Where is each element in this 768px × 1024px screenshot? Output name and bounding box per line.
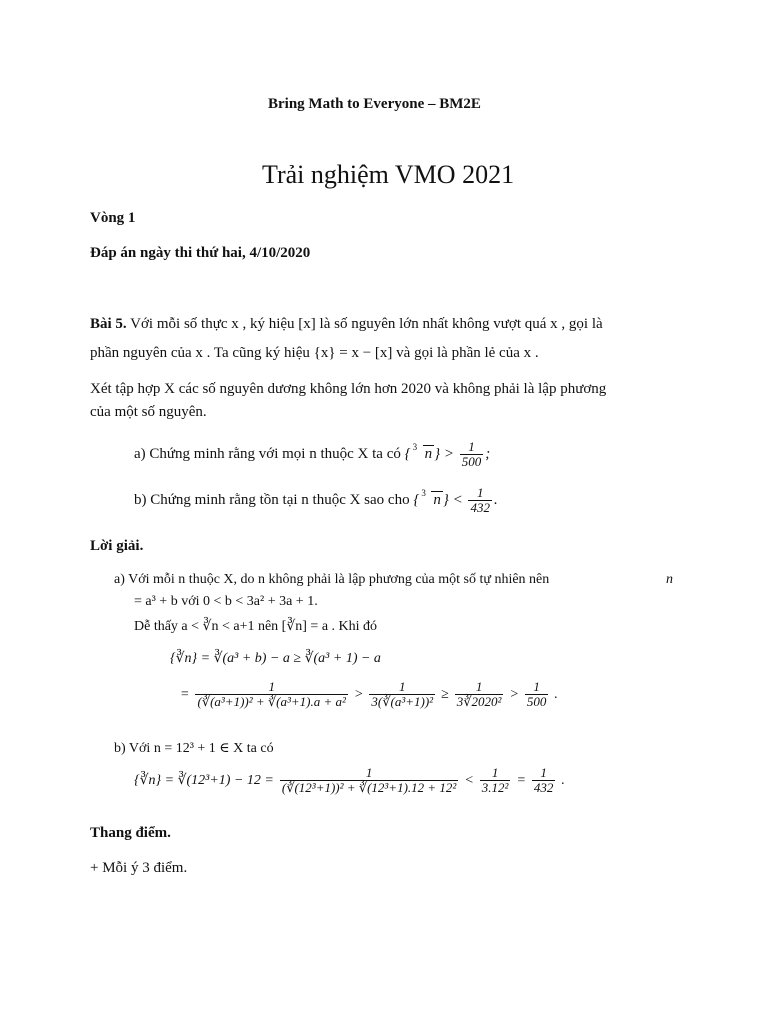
frac-den: (∛(12³+1))² + ∛(12³+1).12 + 12² (281, 780, 457, 795)
frac-num: 1 (398, 679, 406, 694)
frac-num: 1 (491, 765, 499, 780)
frac-num: 1 (540, 765, 547, 780)
problem-text-1: Với mỗi số thực x , ký hiệu [x] là số nguyên lớn nhất không vượt quá x , gọi là (130, 316, 603, 332)
frac-den: 500 (526, 694, 547, 709)
subtitle: Đáp án ngày thi thứ hai, 4/10/2020 (90, 245, 311, 261)
solution-b-line-2: {∛n} = ∛(12³+1) − 12 = $\frac{1}{\text{(∛(12³+1))² + ∛(12³+1).12 + 12²}}$ < $\frac{1}{\text{3.12²}}$ = $\frac{1}{432}$ . (134, 765, 565, 795)
solution-b-lhs: {∛n} = ∛(12³+1) − 12 = (134, 773, 274, 788)
frac-den: 3(∛(a³+1))² (371, 694, 434, 709)
round-label: Vòng 1 (90, 210, 136, 226)
solution-a-line-1-tail: n (666, 572, 673, 587)
frac-num: 1 (476, 485, 484, 500)
page-title: Trải nghiệm VMO 2021 (262, 160, 515, 189)
frac-num: 1 (365, 765, 373, 780)
frac-den: 500 (461, 454, 482, 469)
part-a-formula: { 3 n } > $\frac{1}{500}$ ; (404, 439, 491, 469)
problem-part-b (134, 486, 498, 515)
problem-part-a (134, 440, 490, 469)
solution-a-line-4: {∛n} = ∛(a³ + b) − a ≥ ∛(a³ + 1) − a (170, 651, 381, 666)
problem-label: Bài 5. (90, 316, 127, 332)
frac-den: 3∛2020² (456, 694, 502, 709)
problem-line-3: Xét tập hợp X các số nguyên dương không lớn hơn 2020 và không phải là lập phương (90, 381, 607, 397)
frac-den: 432 (470, 500, 490, 515)
frac-den: 3.12² (481, 780, 509, 795)
frac-num: 1 (533, 679, 540, 694)
problem-line-1 (90, 316, 603, 333)
grading-heading: Thang điểm. (90, 825, 171, 841)
part-b-text: b) Chứng minh rằng tồn tại n thuộc X sao cho (134, 491, 410, 508)
problem-line-4: của một số nguyên. (90, 404, 207, 420)
part-b-formula: { 3 n } < $\frac{1}{432}$ . (413, 485, 498, 515)
solution-a-line-5: = $\frac{1}{\text{(∛(a³+1))² + ∛(a³+1).a + a²}}$ > $\frac{1}{\text{3(∛(a³+1))²}}$ ≥ $\frac{1}{\text{3∛2020²}}$ > $\frac{1}{500}$ . (180, 679, 558, 709)
frac-num: 1 (268, 679, 275, 694)
frac-num: 1 (468, 439, 475, 454)
part-a-text: a) Chứng minh rằng với mọi n thuộc X ta có (134, 445, 401, 462)
frac-num: 1 (475, 679, 483, 694)
solution-a-line-2: = a³ + b với 0 < b < 3a² + 3a + 1. (134, 594, 318, 609)
grading-line: + Mỗi ý 3 điểm. (90, 860, 188, 876)
frac-den: (∛(a³+1))² + ∛(a³+1).a + a² (197, 694, 346, 709)
solution-b-line-1: b) Với n = 12³ + 1 ∈ X ta có (114, 741, 274, 756)
frac-den: 432 (533, 780, 554, 795)
solution-a-line-1: a) Với mỗi n thuộc X, do n không phải là lập phương của một số tự nhiên nên (114, 572, 550, 587)
problem-line-2: phần nguyên của x . Ta cũng ký hiệu {x} = x − [x] và gọi là phần lẻ của x . (90, 345, 539, 361)
solution-heading: Lời giải. (90, 538, 144, 554)
document-header: Bring Math to Everyone – BM2E (268, 96, 481, 112)
solution-a-line-3: Dễ thấy a < ∛n < a+1 nên [∛n] = a . Khi đó (134, 619, 378, 634)
